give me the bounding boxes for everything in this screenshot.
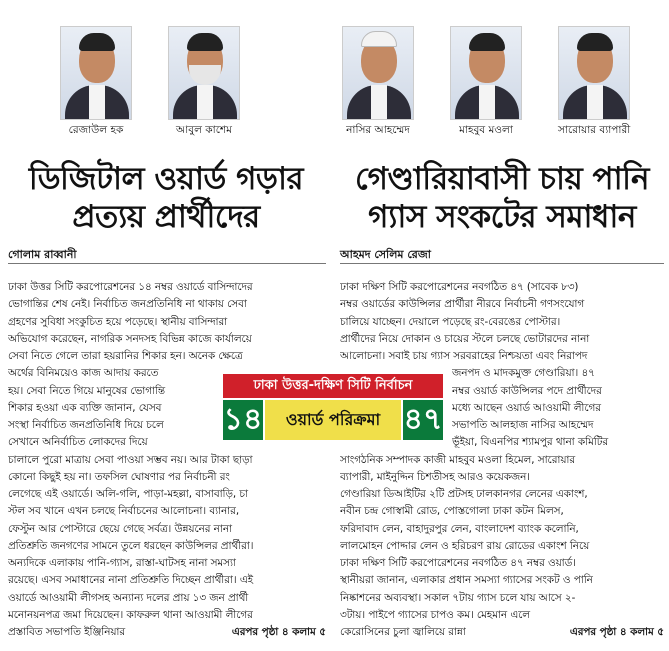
continued-link[interactable]: এরপর পৃষ্ঠা ৪ কলাম ৫ (569, 626, 664, 638)
body-line: প্রস্তাবিত সভাপতি ইঞ্জিনিয়ার (8, 626, 126, 638)
body-line: রয়েছে। এসব সমাধানের নানা প্রতিশ্রুতি দিচ্ছেন প্রার্থীরা। এই (8, 574, 254, 587)
banner-title: ঢাকা উত্তর-দক্ষিণ সিটি নির্বাচন (223, 374, 443, 398)
photo-caption: রেজাউল হক (68, 124, 124, 136)
candidate-photo (450, 26, 522, 140)
body-line: সেবা নিতে গেলে তারা হয়রানির শিকার হন। অনেক ক্ষেত্রে (8, 350, 243, 362)
body-line: লেগেছে এই ওয়ার্ডে। অলি-গলি, পাড়া-মহল্লা, বাসাবাড়ি, চা (8, 488, 248, 500)
banner-label: ওয়ার্ড পরিক্রমা (265, 400, 401, 440)
body-line: নম্বর ওয়ার্ডের কাউন্সিলর প্রার্থীরা নীরবে নির্বাচনী গণসংযোগ (340, 298, 585, 311)
portrait-image (450, 26, 522, 120)
photo-caption: নাসির আহম্মেদ (346, 124, 410, 136)
body-line: ওয়ার্ডে আওয়ামী লীগসহ অন্যান্য দলের প্রায় ১৩ জন প্রার্থী (8, 591, 249, 604)
divider (8, 263, 326, 264)
banner-strip (223, 400, 443, 440)
body-line: কোনো কিছুই হয় না। তফসিল ঘোষণার পর নির্বাচনী রং (8, 470, 230, 483)
body-line: নিষ্কাশনের অব্যবস্থা। সকাল ৭টায় গ্যাস চলে যায় আসে ২- (340, 591, 576, 604)
body-line: অর্থের বিনিময়েও কাজ আদায় করতে (8, 367, 159, 380)
body-line: চালালে পুরো মাত্রায় সেবা পাওয়া সম্ভব নয়। আর টাকা ছাড়া (8, 453, 253, 466)
right-body (340, 279, 664, 641)
portrait-image (168, 26, 240, 120)
right-headline (338, 160, 666, 236)
divider (340, 263, 664, 264)
body-line: ঢাকা দক্ষিণ সিটি করপোরেশনের নবগঠিত ৪৭ নম্বর ওয়ার্ড। (340, 557, 576, 569)
continued-link[interactable]: এরপর পৃষ্ঠা ৪ কলাম ৫ (231, 626, 326, 638)
body-line: সংস্থা নির্বাচিত জনপ্রতিনিধি দিয়ে চলে (8, 419, 164, 431)
right-article (336, 0, 669, 651)
left-article (0, 0, 329, 651)
series-banner (223, 374, 443, 444)
body-line: ব্যাপারী, মাইনুদ্দিন চিশতীসহ আরও কয়েকজন। (340, 470, 530, 483)
body-line: হয়। সেবা নিতে গিয়ে মানুষের ভোগান্তি (8, 384, 166, 397)
portrait-image (60, 26, 132, 120)
body-line: শিকার হওয়া এক ব্যক্তি জানান, যেসব (8, 401, 162, 414)
body-line: নম্বর ওয়ার্ড কাউন্সিলর পদে প্রার্থীদের (452, 384, 602, 397)
banner-right-number: ৪৭ (403, 400, 443, 440)
headline-line: ডিজিটাল ওয়ার্ড গড়ার (28, 161, 304, 197)
body-line: ভোগান্তির শেষ নেই। নির্বাচিত জনপ্রতিনিধি না থাকায় সেবা (8, 298, 247, 311)
body-line: প্রার্থীদের নিয়ে দোকান ও চায়ের স্টলে চলছে ভোটারদের নানা (340, 332, 590, 345)
left-body (8, 279, 326, 641)
body-line: প্রতিশ্রুতি জনগণের সামনে তুলে ধরছেন কাউন্সিলর প্রার্থীরা। (8, 539, 254, 552)
body-line: সেখানে অনির্বাচিত লোকদের দিয়ে (8, 436, 148, 449)
photo-caption: সারোয়ার ব্যাপারী (558, 124, 631, 136)
body-line: ঢাকা দক্ষিণ সিটি করপোরেশনের নবগঠিত ৪৭ (সাবেক ৮৩) (340, 281, 579, 293)
body-line: মধ্যে আছেন ওয়ার্ড আওয়ামী লীগের (452, 401, 601, 414)
banner-left-number: ১৪ (223, 400, 263, 440)
photo-caption: মাহবুব মওলা (459, 124, 513, 136)
body-line: স্থানীয়রা জানান, এলাকার প্রধান সমস্যা গ্যাসের সংকট ও পানি (340, 574, 593, 587)
body-line: চালিয়ে যাচ্ছেন। দেয়ালে পড়েছে রং-বেরঙের পোস্টার। (340, 315, 561, 328)
left-byline: গোলাম রাব্বানী (8, 248, 77, 261)
body-last-line (8, 624, 326, 641)
left-photo-row (60, 26, 260, 148)
body-line: ৩টায়। পাইপে গ্যাসের চাপও কম। মেহমান এলে (340, 608, 530, 621)
left-headline (6, 160, 326, 236)
right-photo-row (340, 26, 665, 148)
body-line: লালমোহন পোদ্দার লেন ও হরিচরণ রায় রোডের একাংশ নিয়ে (340, 539, 590, 552)
body-line: অভিযোগ করেছেন, নাগরিক সনদসহ বিভিন্ন কাজে কার্যালয়ে (8, 332, 252, 345)
body-last-line (340, 624, 664, 641)
body-line: ঢাকা উত্তর সিটি করপোরেশনের ১৪ নম্বর ওয়ার্ডে বাসিন্দাদের (8, 281, 253, 293)
portrait-image (558, 26, 630, 120)
portrait-image (342, 26, 414, 120)
body-line: ফরিদাবাদ লেন, বাহাদুরপুর লেন, বাংলাদেশ ব্যাংক কলোনি, (340, 522, 579, 535)
photo-caption: আবুল কাশেম (176, 124, 232, 136)
candidate-photo (168, 26, 240, 140)
candidate-photo (60, 26, 132, 140)
body-line: সাংগঠনিক সম্পাদক কাজী মাহবুব মওলা হিমেল, সারোয়ার (340, 453, 576, 466)
headline-line: গেণ্ডারিয়াবাসী চায় পানি (355, 161, 649, 197)
headline-line: গ্যাস সংকটের সমাধান (368, 199, 636, 235)
body-line: মনোনয়নপত্র জমা দিয়েছেন। কাফরুল থানা আওয়ামী লীগের (8, 608, 253, 621)
body-line: আলোচনা। সবাই চায় গ্যাস সরবরাহের নিশ্চয়তা এবং নিরাপদ (340, 350, 588, 362)
body-line: ফেস্টুন আর পোস্টারে ছেয়ে গেছে সর্বত্র। উন্নয়নের নানা (8, 522, 232, 535)
body-line: অন্যদিকে এলাকায় পানি-গ্যাস, রাস্তা-ঘাটসহ নানা সমস্যা (8, 557, 236, 569)
body-line: গ্রহণের সুবিধা সংকুচিত হয়ে পড়েছে। স্থানীয় বাসিন্দারা (8, 315, 228, 328)
candidate-photo (342, 26, 414, 140)
headline-line: প্রত্যয় প্রার্থীদের (72, 199, 260, 235)
body-line: ভূঁইয়া, বিএনপির শ্যামপুর থানা কমিটির (452, 436, 609, 449)
body-line: গেণ্ডারিয়া ডিআইটির ২টি প্রটসহ ঢালকানগর লেনের একাংশ, (340, 488, 588, 500)
body-line: জনপদ ও মাদকমুক্ত গেণ্ডারিয়া। ৪৭ (452, 367, 595, 380)
body-line: কেরোসিনের চুলা জ্বালিয়ে রান্না (340, 626, 466, 638)
body-line: সভাপতি আলহাজ নাসির আহম্মেদ (452, 419, 594, 431)
body-line: স্টল সব খানে এখন চলছে নির্বাচনের আলোচনা। ব্যানার, (8, 505, 240, 518)
candidate-photo (558, 26, 630, 140)
right-byline: আহমদ সেলিম রেজা (340, 248, 431, 261)
body-line: নবীন চন্দ্র গোস্বামী রোড, পোস্তগোলা ঢাকা কটন মিলস, (340, 505, 564, 518)
